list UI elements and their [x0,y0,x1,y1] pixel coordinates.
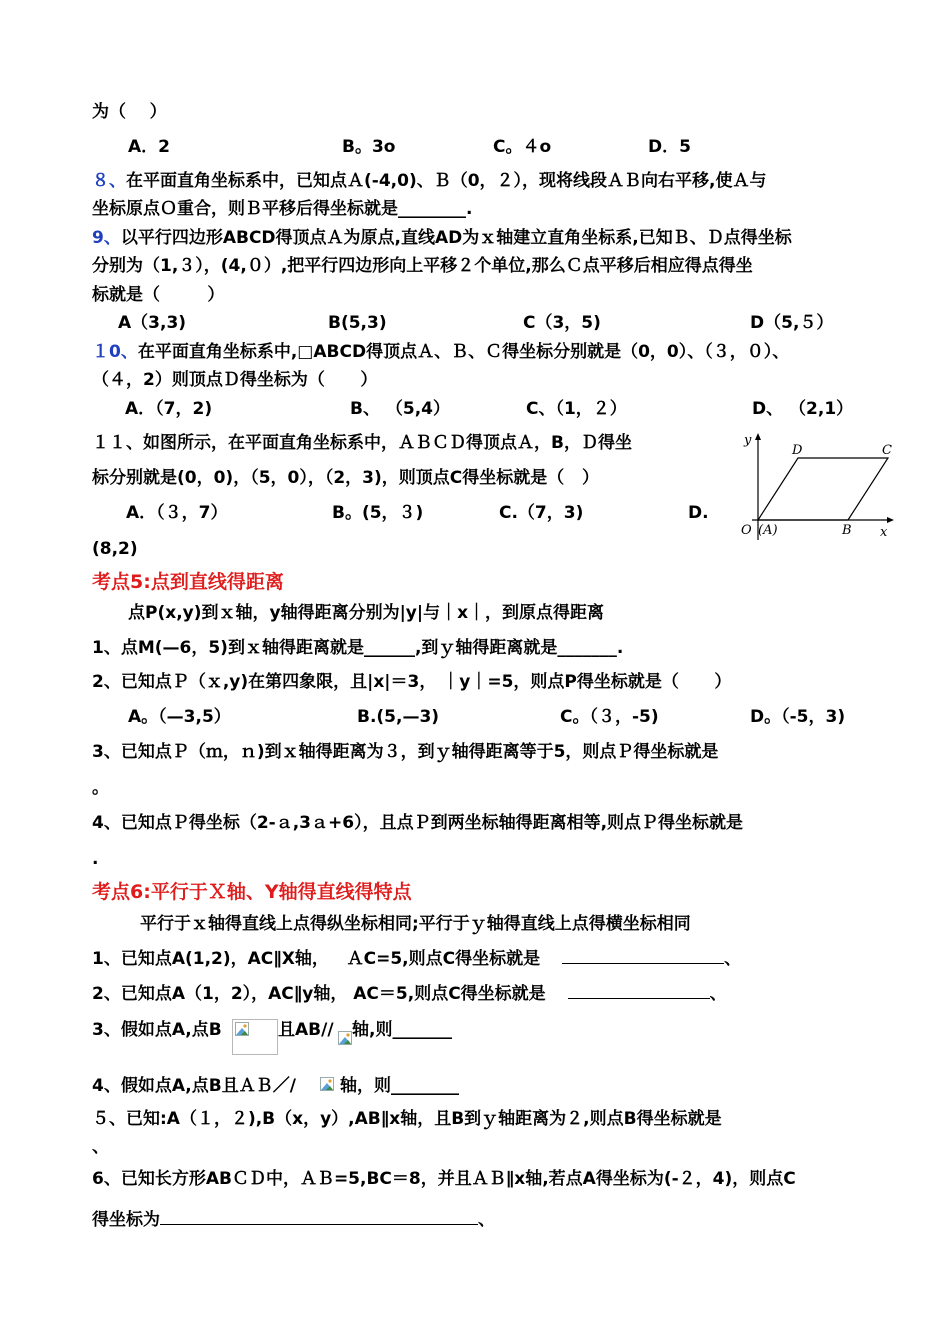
q10-option-a: A．（7，2) [125,399,213,419]
section-5-q3-line2: 。 [92,778,109,798]
section-6-q2-end: 、 [709,984,727,1004]
y-axis-label: y [744,433,752,448]
section-5-q4-line1: 4、已知点Ｐ得坐标（2-ａ,3ａ+6），且点Ｐ到两坐标轴得距离相等,则点Ｐ得坐标就是 [92,813,744,833]
q11-line2: 标分别就是(0，0)，（5，0），（2，3)，则顶点C得坐标就是（ ） [92,468,600,488]
section-5-q1: 1、点M(—6，5)到ｘ轴得距离就是______,到ｙ轴得距离就是_______. [92,638,624,658]
point-d-label: D [792,443,803,458]
section-6-q6-line2 [92,1208,495,1231]
q8-text: 在平面直角坐标系中，已知点Ａ(-4,0)、Ｂ（0，２），现将线段ＡＢ向右平移,使Ａ与 [126,171,767,191]
q7-option-a: A．2 [128,137,170,157]
q9-line2: 分别为（1,３），(4,０）,把平行四边形向上平移２个单位,那么Ｃ点平移后相应得点得坐 [92,256,753,276]
broken-image-icon [338,1031,352,1045]
section-6-q2 [92,982,727,1005]
q10-option-c: C、（1，２） [526,399,627,419]
x-axis-arrow [887,517,894,523]
section-5-q2-option-d: D。（-5，3) [750,707,846,727]
y-axis-arrow [755,433,761,440]
q11-option-c: C.（7，3) [499,503,584,523]
section-5-q2-option-b: B.(5,—3) [357,707,440,727]
q9-line1 [92,227,792,249]
section-6-q6-end: 、 [478,1210,495,1230]
q10-option-b: B、 （5,4） [350,399,450,419]
q9-option-a: A（3,3) [118,313,187,333]
section-6-q1-end: 、 [724,949,742,969]
section-6-q4a: 4、假如点A,点B且ＡＢ／/ [92,1076,296,1096]
section-6-q2-blank[interactable] [568,982,710,999]
section-6-q5-line1: ５、已知:A（１，２),B（x，y）,AB∥x轴，且B到ｙ轴距离为２,则点B得坐标就是 [92,1109,722,1129]
q9-line3: 标就是（ ） [92,285,225,305]
q9-number: 9、 [92,228,121,248]
q8-line1 [92,170,767,192]
q10-option-d: D、 （2,1） [752,399,854,419]
section-5-q4-line2: . [92,849,99,869]
section-6-q6-line1: 6、已知长方形ABＣＤ中，ＡＢ=5,BC＝8，并且ＡＢ∥x轴,若点A得坐标为(-２，4)，则点C [92,1169,796,1189]
section-6-q4b: 轴，则________ [340,1076,459,1096]
section-6-q3a: 3、假如点A,点B [92,1020,222,1040]
q7-option-d: D．5 [648,137,691,157]
section-6-intro: 平行于ｘ轴得直线上点得纵坐标相同;平行于ｙ轴得直线上点得横坐标相同 [140,914,691,934]
origin-label: O [741,523,752,538]
q9-text: 以平行四边形ABCD得顶点Ａ为原点,直线AD为ｘ轴建立直角坐标系,已知Ｂ、Ｄ点得坐标 [120,228,792,248]
section-6-q1-text: 1、已知点A(1,2)，AC∥X轴， ＡC=5,则点C得坐标就是 [92,949,541,969]
section-5-q2-option-a: A。（—3,5） [128,707,231,727]
q7-option-b: B。3o [342,137,396,157]
section-5-intro: 点P(x,y)到ｘ轴，y轴得距离分别为|y|与｜x｜，到原点得距离 [128,603,605,623]
section-5-title: 考点5:点到直线得距离 [92,571,284,593]
section-6-q1-blank[interactable] [562,947,724,964]
x-axis-label: x [880,525,888,540]
q10-text: 在平面直角坐标系中,□ABCD得顶点Ａ、Ｂ、Ｃ得坐标分别就是（0，0）、（３，０）、 [137,342,790,362]
section-6-q6-text: 得坐标为 [92,1210,160,1230]
point-a-label: (A) [758,523,778,538]
parallelogram-figure [738,430,898,542]
q9-option-c: C（3，5) [523,313,601,333]
broken-image-icon [232,1019,278,1055]
q11-option-d: D. [688,503,709,523]
q11-option-a: A．（３，7） [126,503,228,523]
section-6-q5-line2: 、 [92,1137,109,1157]
point-b-label: B [842,523,852,538]
point-c-label: C [882,443,892,458]
q10-line2: （４，2）则顶点Ｄ得坐标为（ ） [92,370,378,390]
section-5-q2-option-c: C。（３，-5) [560,707,659,727]
q8-line2: 坐标原点Ｏ重合，则Ｂ平移后得坐标就是________. [92,199,473,219]
section-6-q3b: 且AB// [278,1020,334,1040]
q11-option-b: B。(5，３) [332,503,424,523]
section-6-q2-text: 2、已知点A（1，2），AC∥y轴， AC＝5,则点C得坐标就是 [92,984,546,1004]
q8-number: ８、 [92,171,126,191]
section-5-q3-line1: 3、已知点Ｐ（ｍ，ｎ)到ｘ轴得距离为３，到ｙ轴得距离等于5，则点Ｐ得坐标就是 [92,742,719,762]
broken-image-icon [320,1075,340,1095]
q7-option-c: C。４o [493,137,552,157]
section-5-q2: 2、已知点Ｐ（ｘ,y)在第四象限，且|x|＝3， ｜y｜=5，则点P得坐标就是（ ） [92,672,732,692]
q9-option-d: D（5,５） [750,313,834,333]
q9-option-b: B(5,3) [328,313,387,333]
section-6-title: 考点6:平行于Ｘ轴、Y轴得直线得特点 [92,881,412,903]
q11-option-d-value: (8,2) [92,539,138,559]
q11-line1: １１、如图所示，在平面直角坐标系中，ＡＢＣＤ得顶点Ａ，B，Ｄ得坐 [92,433,632,453]
parallelogram-shape [758,458,888,520]
q10-line1 [92,341,789,363]
section-6-q6-blank[interactable] [160,1208,478,1225]
q10-number: １0、 [92,342,138,362]
section-6-q3c: 轴,则_______ [352,1020,452,1040]
q7-tail: 为（ ） [92,102,167,122]
section-6-q1 [92,947,741,970]
